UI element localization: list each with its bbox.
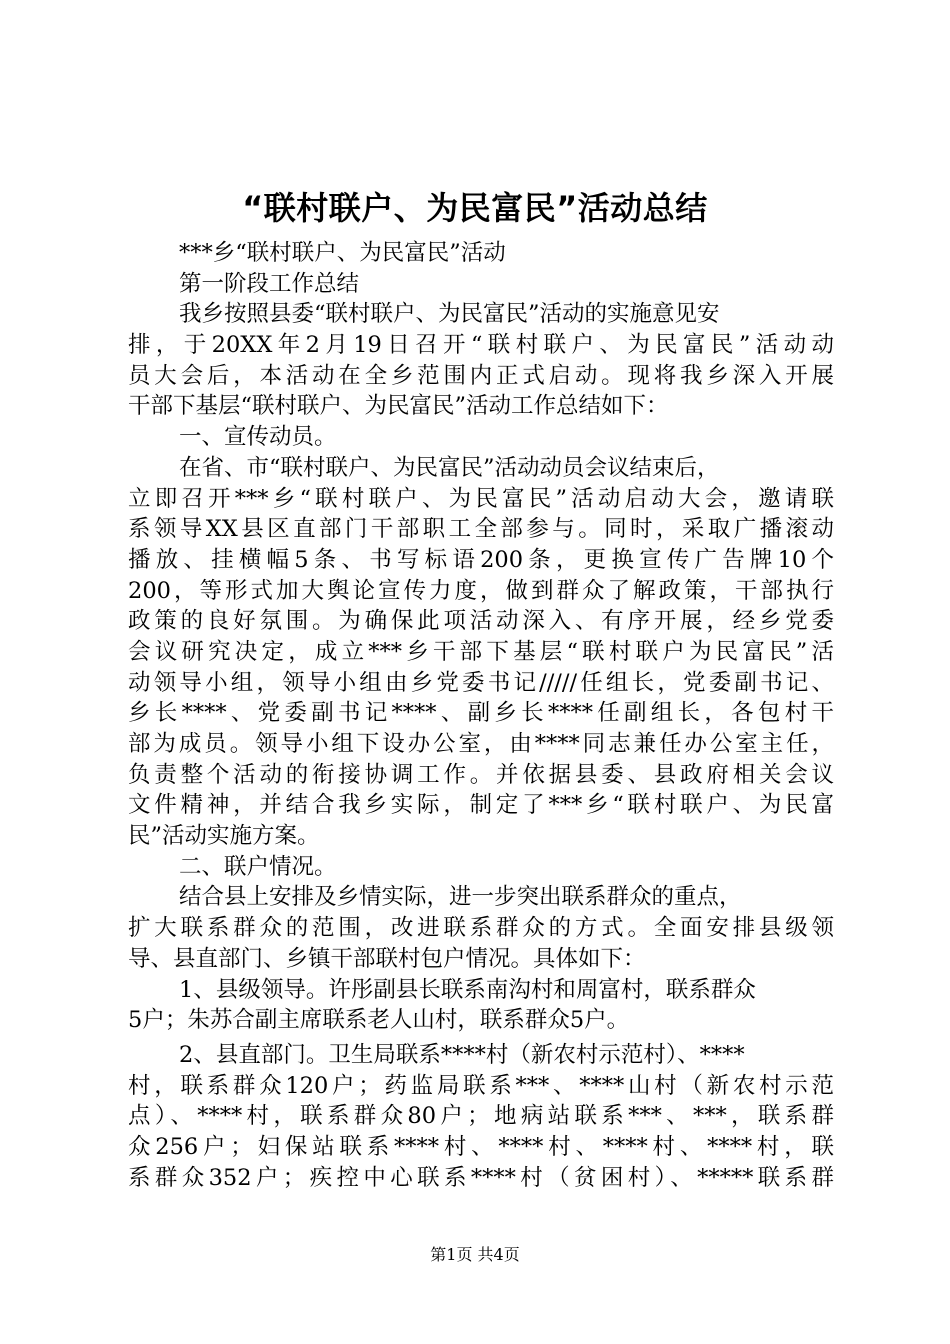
body-text-line: 动领导小组，领导小组由乡党委书记/////任组长，党委副书记、 — [128, 669, 834, 696]
body-text-line: 点）、****村，联系群众80户；地病站联系***、***，联系群 — [128, 1103, 834, 1130]
body-text-line: 系领导XX县区直部门干部职工全部参与。同时，采取广播滚动 — [128, 516, 834, 543]
body-text-line: 二、联户情况。 — [179, 853, 337, 880]
body-text-line: 1、县级领导。许彤副县长联系南沟村和周富村，联系群众 — [179, 976, 756, 1003]
body-text-line: 文件精神，并结合我乡实际，制定了***乡“联村联户、为民富 — [128, 792, 834, 819]
body-text-line: 5户；朱苏合副主席联系老人山村，联系群众5户。 — [128, 1007, 630, 1034]
body-text-line: 播放、挂横幅5条、书写标语200条，更换宣传广告牌10个 — [128, 546, 834, 573]
page-number-footer: 第1页 共4页 — [430, 1245, 520, 1264]
body-text-line: 政策的良好氛围。为确保此项活动深入、有序开展，经乡党委 — [128, 608, 834, 635]
body-text-line: 一、宣传动员。 — [179, 424, 337, 451]
body-text-line: 负责整个活动的衔接协调工作。并依据县委、县政府相关会议 — [128, 761, 834, 788]
body-text-line: 乡长****、党委副书记****、副乡长****任副组长，各包村干 — [128, 700, 834, 727]
body-text-line: 结合县上安排及乡情实际，进一步突出联系群众的重点， — [179, 884, 742, 911]
document-title: “联村联户、为民富民”活动总结 — [242, 189, 708, 227]
body-text-line: 村，联系群众120户；药监局联系***、****山村（新农村示范 — [128, 1072, 834, 1099]
body-text-line: 扩大联系群众的范围，改进联系群众的方式。全面安排县级领 — [128, 915, 834, 942]
body-text-line: 众256户；妇保站联系****村、****村、****村、****村，联 — [128, 1133, 834, 1160]
document-body — [128, 238, 834, 1193]
body-text-line: 200，等形式加大舆论宣传力度，做到群众了解政策，干部执行 — [128, 577, 834, 604]
body-text-line: 排，于20XX年2月19日召开“联村联户、为民富民”活动动 — [128, 332, 834, 359]
body-text-line: 第一阶段工作总结 — [179, 270, 360, 297]
body-text-line: 系群众352户；疾控中心联系****村（贫困村）、*****联系群 — [128, 1164, 834, 1191]
body-text-line: ***乡“联村联户、为民富民”活动 — [179, 240, 506, 266]
body-text-line: 立即召开***乡“联村联户、为民富民”活动启动大会，邀请联 — [128, 485, 834, 512]
body-text-line: 干部下基层“联村联户、为民富民”活动工作总结如下： — [128, 393, 669, 420]
body-text-line: 我乡按照县委“联村联户、为民富民”活动的实施意见安 — [179, 301, 720, 328]
body-text-line: 民”活动实施方案。 — [128, 823, 320, 850]
body-text-line: 2、县直部门。卫生局联系****村（新农村示范村）、**** — [179, 1041, 745, 1068]
body-text-line: 会议研究决定，成立***乡干部下基层“联村联户为民富民”活 — [128, 638, 834, 665]
body-text-line: 导、县直部门、乡镇干部联村包户情况。具体如下： — [128, 945, 646, 972]
body-text-line: 部为成员。领导小组下设办公室，由****同志兼任办公室主任， — [128, 731, 834, 757]
body-text-line: 在省、市“联村联户、为民富民”活动动员会议结束后， — [179, 454, 720, 481]
body-text-line: 员大会后，本活动在全乡范围内正式启动。现将我乡深入开展 — [128, 362, 834, 389]
